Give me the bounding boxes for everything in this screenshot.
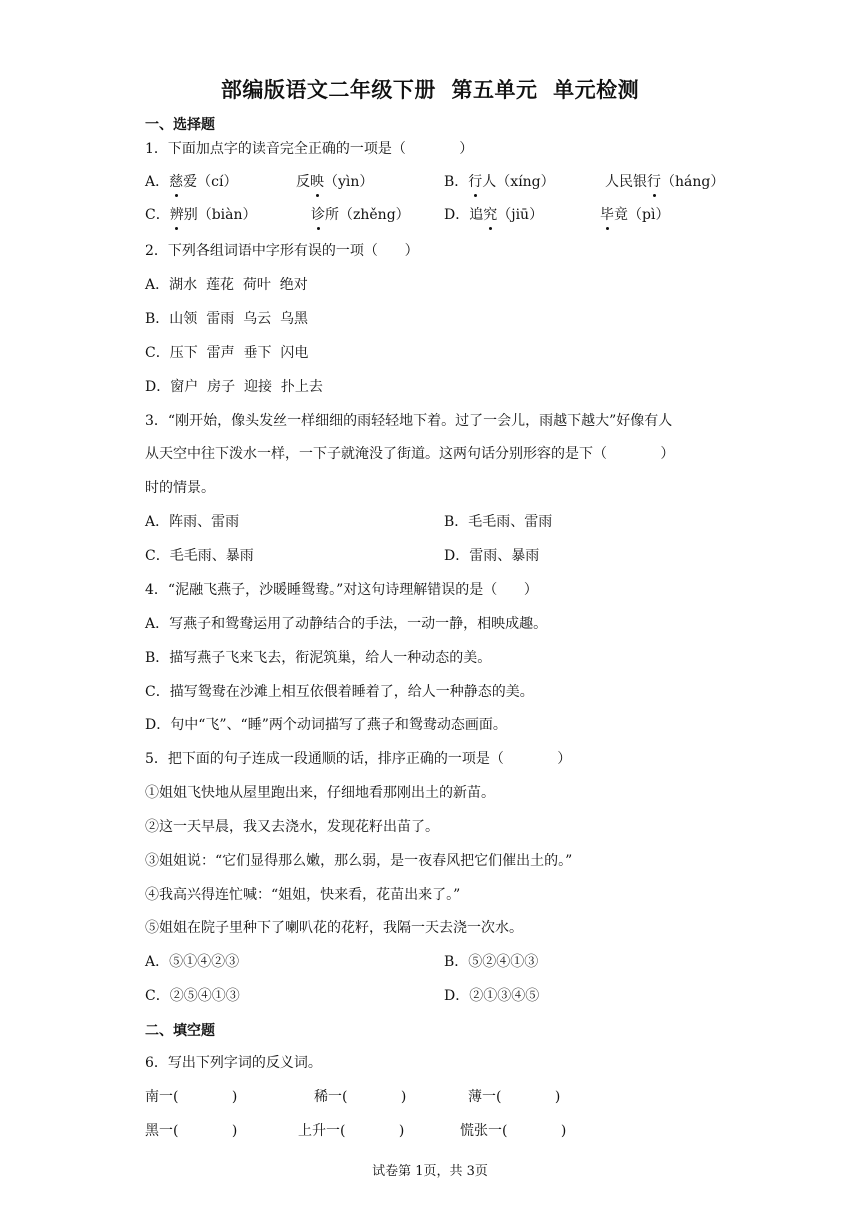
- question-1-option-a-second: [296, 172, 373, 192]
- option-text: 反: [296, 174, 310, 190]
- question-3-option-a: A．阵雨、雷雨: [145, 514, 240, 530]
- question-4-option-d: D．句中“飞”、“睡”两个动词描写了燕子和鸳鸯动态画面。: [145, 717, 507, 733]
- question-1-option-c-second: [311, 205, 410, 225]
- antonym-blank[interactable]: 上升一( ): [298, 1123, 405, 1139]
- page-footer: 试卷第 1页，共 3页: [372, 1164, 488, 1179]
- question-3-stem-line2: 从天空中往下泼水一样，一下子就淹没了街道。这两句话分别形容的是下（ ）: [145, 446, 675, 462]
- question-1-stem: 1．下面加点字的读音完全正确的一项是（ ）: [145, 141, 474, 157]
- question-1-option-d-second: [600, 205, 669, 225]
- dotted-char: 辨: [169, 207, 184, 223]
- option-text: 所（zhěng）: [325, 207, 410, 223]
- question-3-stem-line1: 3．“刚开始，像头发丝一样细细的雨轻轻地下着。过了一会儿，雨越下越大”好像有人: [145, 413, 673, 429]
- question-5-sentence-4: ④我高兴得连忙喊：“姐姐，快来看，花苗出来了。”: [145, 887, 461, 903]
- dotted-char: 慈: [169, 174, 184, 190]
- question-5-option-d: D．②①③④⑤: [444, 988, 540, 1004]
- dotted-char: 行: [647, 174, 661, 190]
- option-label: A．: [145, 174, 170, 190]
- question-4-option-b: B．描写燕子飞来飞去，衔泥筑巢，给人一种动态的美。: [145, 650, 492, 666]
- question-3-stem-line3: 时的情景。: [145, 480, 215, 496]
- option-text: （yìn）: [324, 174, 374, 190]
- page-title: 部编版语文二年级下册 第五单元 单元检测: [220, 78, 640, 102]
- antonym-blank[interactable]: 慌张一( ): [460, 1123, 567, 1139]
- question-1-option-c: [145, 205, 257, 225]
- question-5-stem: 5．把下面的句子连成一段通顺的话，排序正确的一项是（ ）: [145, 751, 572, 767]
- question-5-sentence-1: ①姐姐飞快地从屋里跑出来，仔细地看那刚出土的新苗。: [145, 785, 495, 801]
- option-label: C．: [145, 207, 170, 223]
- dotted-char: 究: [483, 207, 498, 223]
- dotted-char: 映: [310, 174, 324, 190]
- question-2-option-b: B．山领 雷雨 乌云 乌黑: [145, 311, 308, 327]
- question-5-sentence-5: ⑤姐姐在院子里种下了喇叭花的花籽，我隔一天去浇一次水。: [145, 920, 523, 936]
- question-5-option-b: B．⑤②④①③: [444, 954, 539, 970]
- option-text: （háng）: [661, 174, 725, 190]
- question-2-option-d: D．窗户 房子 迎接 扑上去: [145, 379, 323, 395]
- option-text: 追: [469, 207, 484, 223]
- dotted-char: 毕: [600, 207, 614, 223]
- question-5-sentence-3: ③姐姐说：“它们显得那么嫩，那么弱，是一夜春风把它们催出土的。”: [145, 853, 573, 869]
- antonym-blank[interactable]: 南一( ): [145, 1089, 238, 1105]
- question-4-option-a: A．写燕子和鸳鸯运用了动静结合的手法，一动一静，相映成趣。: [145, 616, 548, 632]
- dotted-char: 行: [468, 174, 483, 190]
- question-1-option-b: [444, 172, 555, 192]
- section-heading-fill: 二、填空题: [145, 1023, 215, 1039]
- question-4-stem: 4．“泥融飞燕子，沙暖睡鸳鸯。”对这句诗理解错误的是（ ）: [145, 582, 538, 598]
- option-text: （jiū）: [497, 207, 544, 223]
- question-4-option-c: C．描写鸳鸯在沙滩上相互依偎着睡着了，给人一种静态的美。: [145, 684, 534, 700]
- question-3-option-b: B．毛毛雨、雷雨: [444, 514, 553, 530]
- option-text: 竟（pì）: [614, 207, 670, 223]
- antonym-blank[interactable]: 黑一( ): [145, 1123, 238, 1139]
- option-label: B．: [444, 174, 469, 190]
- dotted-char: 诊: [311, 207, 325, 223]
- question-3-option-d: D．雷雨、暴雨: [444, 548, 540, 564]
- option-text: 爱（cí）: [183, 174, 238, 190]
- question-2-option-a: A．湖水 莲花 荷叶 绝对: [145, 277, 308, 293]
- question-5-option-a: A．⑤①④②③: [145, 954, 240, 970]
- option-text: 别（biàn）: [183, 207, 257, 223]
- option-text: 人（xíng）: [482, 174, 555, 190]
- question-1-option-b-second: [605, 172, 724, 192]
- antonym-blank[interactable]: 薄一( ): [468, 1089, 561, 1105]
- question-1-option-d: [444, 205, 543, 225]
- question-5-option-c: C．②⑤④①③: [145, 988, 240, 1004]
- question-5-sentence-2: ②这一天早晨，我又去浇水，发现花籽出苗了。: [145, 819, 439, 835]
- question-1-option-a: [145, 172, 237, 192]
- question-2-stem: 2．下列各组词语中字形有误的一项（ ）: [145, 243, 419, 259]
- question-6-stem: 6．写出下列字词的反义词。: [145, 1055, 322, 1071]
- option-text: 人民银: [605, 174, 647, 190]
- question-2-option-c: C．压下 雷声 垂下 闪电: [145, 345, 309, 361]
- antonym-blank[interactable]: 稀一( ): [314, 1089, 407, 1105]
- section-heading-choice: 一、选择题: [145, 117, 215, 133]
- option-label: D．: [444, 207, 470, 223]
- question-3-option-c: C．毛毛雨、暴雨: [145, 548, 254, 564]
